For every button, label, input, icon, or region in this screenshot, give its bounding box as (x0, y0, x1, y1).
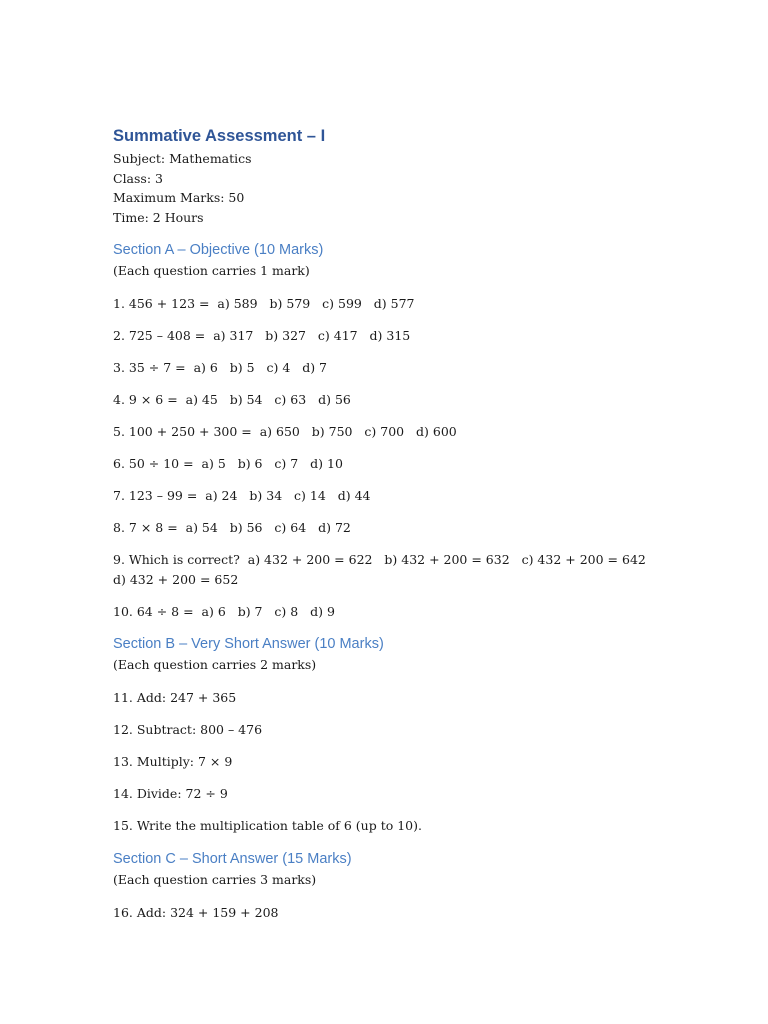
question-item: 16. Add: 324 + 159 + 208 (113, 904, 279, 920)
question-item: 11. Add: 247 + 365 (113, 690, 237, 705)
meta-max-marks: Maximum Marks: 50 (113, 190, 245, 205)
question-item: 15. Write the multiplication table of 6 (up to 10). (113, 818, 422, 833)
meta-time: Time: 2 Hours (113, 209, 204, 225)
document-page (113, 126, 658, 922)
question-item: 5. 100 + 250 + 300 = a) 650 b) 750 c) 700 d) 600 (113, 424, 457, 439)
meta-class: Class: 3 (113, 170, 163, 186)
section-c (113, 849, 658, 923)
question-item: 2. 725 – 408 = a) 317 b) 327 c) 417 d) 315 (113, 328, 411, 343)
question-item: 7. 123 – 99 = a) 24 b) 34 c) 14 d) 44 (113, 488, 371, 503)
section-heading: Section C – Short Answer (15 Marks) (113, 850, 352, 867)
question-item: 10. 64 ÷ 8 = a) 6 b) 7 c) 8 d) 9 (113, 603, 335, 619)
question-item: 12. Subtract: 800 – 476 (113, 722, 263, 737)
question-item: 1. 456 + 123 = a) 589 b) 579 c) 599 d) 577 (113, 296, 415, 311)
question-item: 4. 9 × 6 = a) 45 b) 54 c) 63 d) 56 (113, 392, 351, 407)
question-item: 8. 7 × 8 = a) 54 b) 56 c) 64 d) 72 (113, 520, 351, 535)
document-meta (113, 149, 658, 227)
meta-subject: Subject: Mathematics (113, 151, 252, 166)
section-note: (Each question carries 2 marks) (113, 657, 317, 672)
section-note: (Each question carries 3 marks) (113, 871, 317, 887)
section-heading: Section A – Objective (10 Marks) (113, 242, 324, 258)
question-item: 13. Multiply: 7 × 9 (113, 754, 233, 769)
section-heading: Section B – Very Short Answer (10 Marks) (113, 636, 384, 652)
question-item: 3. 35 ÷ 7 = a) 6 b) 5 c) 4 d) 7 (113, 360, 328, 375)
question-item: 6. 50 ÷ 10 = a) 5 b) 6 c) 7 d) 10 (113, 456, 343, 471)
section-b (113, 634, 658, 836)
document-title: Summative Assessment – I (113, 127, 326, 145)
section-note: (Each question carries 1 mark) (113, 263, 310, 278)
question-item: 14. Divide: 72 ÷ 9 (113, 786, 228, 801)
question-item: 9. Which is correct? a) 432 + 200 = 622 b) 432 + 200 = 632 c) 432 + 200 = 642 d) 432 + 200 = 652 (113, 552, 658, 587)
section-a (113, 240, 658, 621)
